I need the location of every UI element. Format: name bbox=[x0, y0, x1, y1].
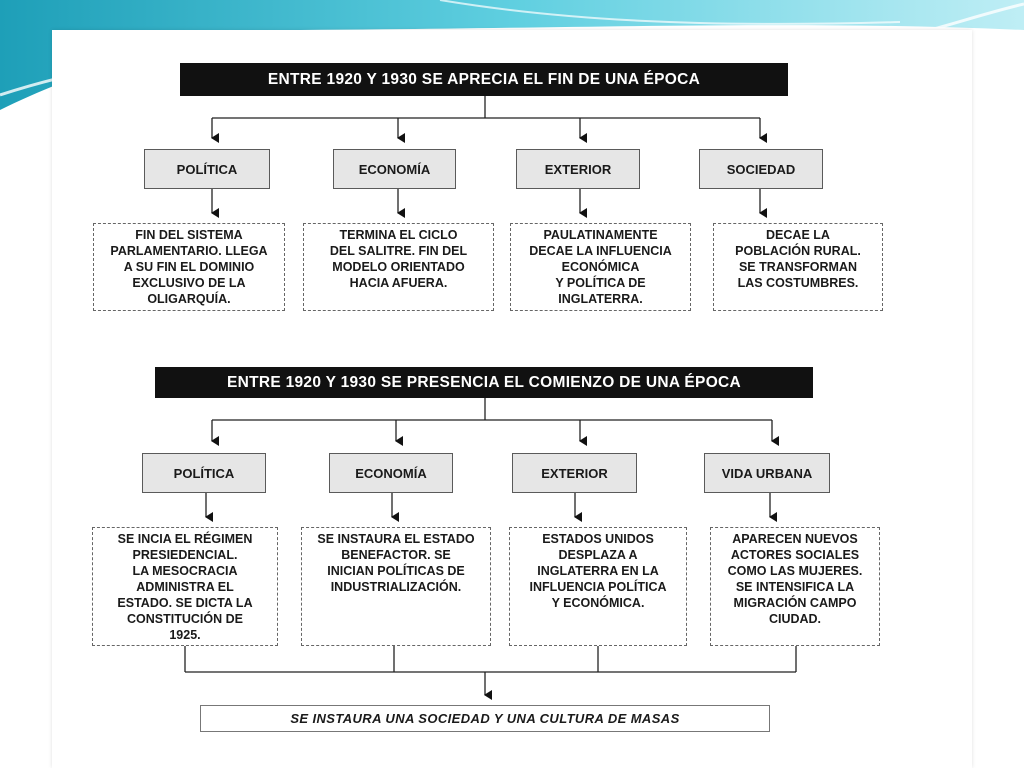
section2-category-economia: ECONOMÍA bbox=[329, 453, 453, 493]
section2-category-exterior: EXTERIOR bbox=[512, 453, 637, 493]
section2-description-vida-urbana: APARECEN NUEVOS ACTORES SOCIALES COMO LAS MUJERES. SE INTENSIFICA LA MIGRACIÓN CAMPO CIUDAD. bbox=[710, 527, 880, 646]
section1-description-economia: TERMINA EL CICLO DEL SALITRE. FIN DEL MODELO ORIENTADO HACIA AFUERA. bbox=[303, 223, 494, 311]
section1-category-politica: POLÍTICA bbox=[144, 149, 270, 189]
section2-description-politica: SE INCIA EL RÉGIMEN PRESIEDENCIAL. LA MESOCRACIA ADMINISTRA EL ESTADO. SE DICTA LA CONSTITUCIÓN DE 1925. bbox=[92, 527, 278, 646]
section1-description-exterior: PAULATINAMENTE DECAE LA INFLUENCIA ECONÓMICA Y POLÍTICA DE INGLATERRA. bbox=[510, 223, 691, 311]
section1-category-sociedad: SOCIEDAD bbox=[699, 149, 823, 189]
section2-category-politica: POLÍTICA bbox=[142, 453, 266, 493]
section1-description-sociedad: DECAE LA POBLACIÓN RURAL. SE TRANSFORMAN LAS COSTUMBRES. bbox=[713, 223, 883, 311]
result-box: SE INSTAURA UNA SOCIEDAD Y UNA CULTURA DE MASAS bbox=[200, 705, 770, 732]
section2-category-vida-urbana: VIDA URBANA bbox=[704, 453, 830, 493]
slide-canvas bbox=[52, 30, 972, 768]
section2-title: ENTRE 1920 Y 1930 SE PRESENCIA EL COMIENZO DE UNA ÉPOCA bbox=[155, 367, 813, 398]
section2-description-exterior: ESTADOS UNIDOS DESPLAZA A INGLATERRA EN LA INFLUENCIA POLÍTICA Y ECONÓMICA. bbox=[509, 527, 687, 646]
section1-category-exterior: EXTERIOR bbox=[516, 149, 640, 189]
section1-title: ENTRE 1920 Y 1930 SE APRECIA EL FIN DE UNA ÉPOCA bbox=[180, 63, 788, 96]
section2-description-economia: SE INSTAURA EL ESTADO BENEFACTOR. SE INICIAN POLÍTICAS DE INDUSTRIALIZACIÓN. bbox=[301, 527, 491, 646]
section1-description-politica: FIN DEL SISTEMA PARLAMENTARIO. LLEGA A SU FIN EL DOMINIO EXCLUSIVO DE LA OLIGARQUÍA. bbox=[93, 223, 285, 311]
section1-category-economia: ECONOMÍA bbox=[333, 149, 456, 189]
